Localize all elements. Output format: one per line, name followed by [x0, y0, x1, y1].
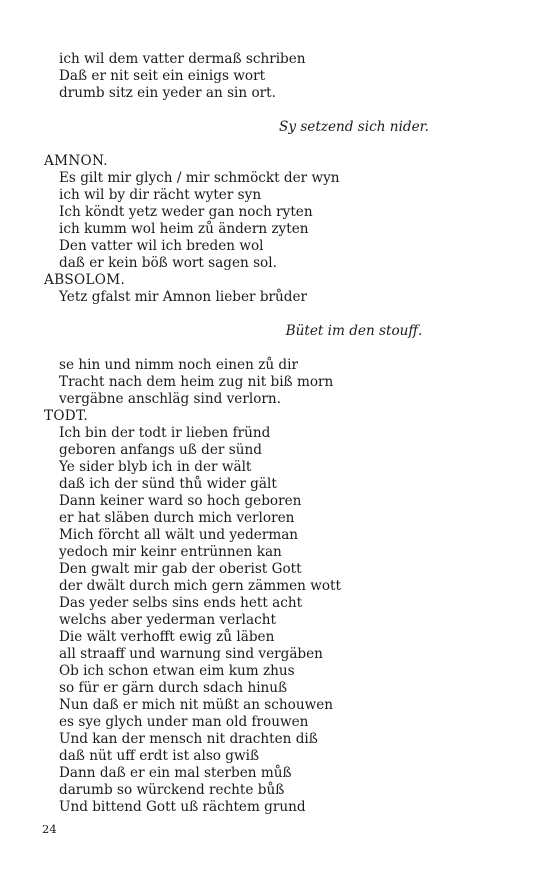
verse-line: Den vatter wil ich breden wol [59, 238, 264, 254]
verse-line: Nun daß er mich nit müßt an schouwen [59, 697, 334, 713]
play-text [44, 51, 514, 816]
verse-line: der dwält durch mich gern zämmen wott [59, 578, 341, 594]
verse-line: Daß er nit seit ein einigs wort [59, 68, 266, 84]
verse-line: Das yeder selbs sins ends hett acht [59, 595, 303, 611]
blank-line [44, 306, 514, 323]
verse-line: se hin und nimm noch einen zů dir [59, 357, 298, 373]
speaker-name: AMNON. [44, 153, 108, 169]
verse-line: Ob ich schon etwan eim kum zhus [59, 663, 295, 679]
blank-line [44, 102, 514, 119]
verse-line: so für er gärn durch sdach hinuß [59, 680, 288, 696]
verse-line: es sye glych under man old frouwen [59, 714, 309, 730]
verse-line: Tracht nach dem heim zug nit biß morn [59, 374, 334, 390]
verse-line: vergäbne anschläg sind verlorn. [59, 391, 281, 407]
verse-line: darumb so würckend rechte bůß [59, 782, 285, 798]
speaker-name: TODT. [44, 408, 88, 424]
verse-line: Es gilt mir glych / mir schmöckt der wyn [59, 170, 340, 186]
blank-line [44, 136, 514, 153]
verse-line: drumb sitz ein yeder an sin ort. [59, 85, 276, 101]
verse-line: yedoch mir keinr entrünnen kan [59, 544, 282, 560]
verse-line: Den gwalt mir gab der oberist Gott [59, 561, 302, 577]
speaker-name: ABSOLOM. [44, 272, 126, 288]
verse-line: welchs aber yederman verlacht [59, 612, 276, 628]
page-number: 24 [42, 822, 57, 836]
verse-line: daß er kein böß wort sagen sol. [59, 255, 277, 271]
verse-line: Yetz gfalst mir Amnon lieber brůder [59, 289, 308, 305]
stage-direction: Bütet im den stouff. [285, 323, 423, 339]
verse-line: Dann keiner ward so hoch geboren [59, 493, 302, 509]
verse-line: er hat släben durch mich verloren [59, 510, 295, 526]
verse-line: all straaff und warnung sind vergäben [59, 646, 323, 662]
verse-line: Dann daß er ein mal sterben můß [59, 765, 292, 781]
verse-line: daß ich der sünd thů wider gält [59, 476, 277, 492]
blank-line [44, 340, 514, 357]
verse-line: ich wil by dir rächt wyter syn [59, 187, 262, 203]
verse-line: Mich förcht all wält und yederman [59, 527, 299, 543]
stage-direction: Sy setzend sich nider. [279, 119, 429, 135]
verse-line: ich kumm wol heim zů ändern zyten [59, 221, 309, 237]
verse-line: Ich köndt yetz weder gan noch ryten [59, 204, 313, 220]
verse-line: daß nüt uff erdt ist also gwiß [59, 748, 260, 764]
verse-line: Und kan der mensch nit drachten diß [59, 731, 318, 747]
verse-line: Ich bin der todt ir lieben fründ [59, 425, 271, 441]
verse-line: ich wil dem vatter dermaß schriben [59, 51, 306, 67]
verse-line: Und bittend Gott uß rächtem grund [59, 799, 306, 815]
verse-line: geboren anfangs uß der sünd [59, 442, 262, 458]
verse-line: Ye sider blyb ich in der wält [59, 459, 252, 475]
verse-line: Die wält verhofft ewig zů läben [59, 629, 275, 645]
